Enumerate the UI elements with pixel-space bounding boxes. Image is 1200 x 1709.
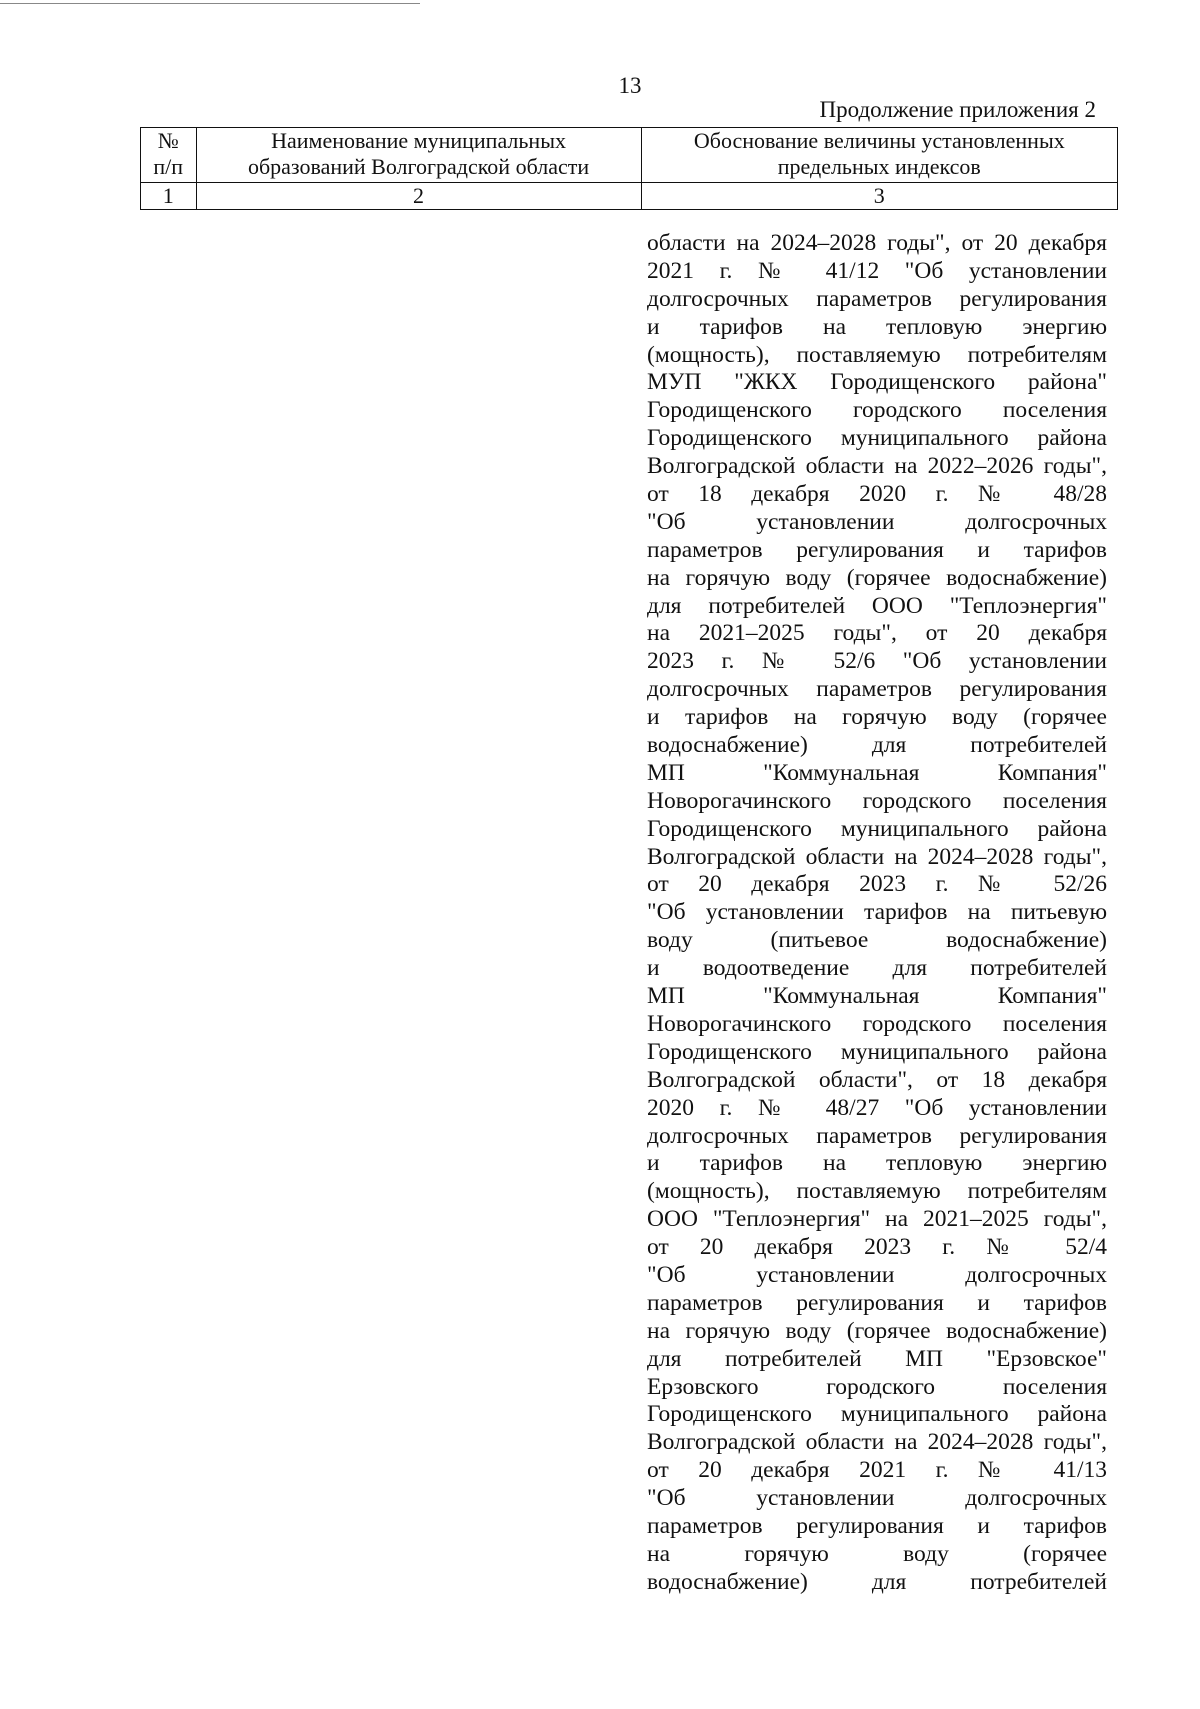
- text-line: параметров регулирования и тарифов: [647, 536, 1107, 563]
- text-line: "Об установлении долгосрочных: [647, 508, 1107, 535]
- text-line: на горячую воду (горячее водоснабжение): [647, 1317, 1107, 1344]
- text-line: параметров регулирования и тарифов: [647, 1512, 1107, 1539]
- table-header-row: [141, 128, 1118, 183]
- text-line: МП "Коммунальная Компания": [647, 759, 1107, 786]
- text-line: области на 2024–2028 годы", от 20 декабря: [647, 230, 1107, 256]
- text-line: долгосрочных параметров регулирования: [647, 1122, 1107, 1149]
- text-line: на горячую воду (горячее водоснабжение): [647, 564, 1107, 591]
- text-line: Городищенского муниципального района: [647, 425, 1107, 452]
- text-line: долгосрочных параметров регулирования: [647, 285, 1107, 312]
- text-line: параметров регулирования и тарифов: [647, 1289, 1107, 1316]
- continuation-label: Продолжение приложения 2: [819, 97, 1096, 122]
- text-line: от 18 декабря 2020 г. № 48/28: [647, 481, 1107, 508]
- text-line: на горячую воду (горячее: [647, 1540, 1107, 1567]
- text-line: долгосрочных параметров регулирования: [647, 676, 1107, 703]
- text-line: Городищенского муниципального района: [647, 815, 1107, 842]
- justification-text: [647, 230, 1107, 1597]
- scan-edge-line: [0, 3, 420, 4]
- text-line: от 20 декабря 2023 г. № 52/26: [647, 871, 1107, 898]
- text-line: Городищенского муниципального района: [647, 1038, 1107, 1065]
- text-line: Волгоградской области на 2022–2026 годы",: [647, 453, 1107, 480]
- text-line: для потребителей ООО "Теплоэнергия": [647, 592, 1107, 619]
- text-line: МУП "ЖКХ Городищенского района": [647, 369, 1107, 396]
- header-line: Обоснование величины установленных: [693, 128, 1065, 153]
- text-line: Волгоградской области на 2024–2028 годы",: [647, 843, 1107, 870]
- text-line: воду (питьевое водоснабжение): [647, 927, 1107, 954]
- column-number-2: 2: [196, 183, 641, 210]
- header-line: п/п: [153, 154, 184, 179]
- text-line: МП "Коммунальная Компания": [647, 983, 1107, 1010]
- text-line: водоснабжение) для потребителей: [647, 1568, 1107, 1595]
- text-line: и тарифов на тепловую энергию: [647, 313, 1107, 340]
- text-line: 2023 г. № 52/6 "Об установлении: [647, 648, 1107, 675]
- text-line: Новорогачинского городского поселения: [647, 1010, 1107, 1037]
- text-line: (мощность), поставляемую потребителям: [647, 341, 1107, 368]
- text-line: и тарифов на горячую воду (горячее: [647, 704, 1107, 731]
- text-line: Городищенского муниципального района: [647, 1401, 1107, 1428]
- text-line: 2020 г. № 48/27 "Об установлении: [647, 1094, 1107, 1121]
- page-number: 13: [618, 73, 642, 98]
- column-number-row: [141, 183, 1118, 210]
- header-cell-justification: [641, 128, 1117, 183]
- text-line: для потребителей МП "Ерзовское": [647, 1345, 1107, 1372]
- text-line: ООО "Теплоэнергия" на 2021–2025 годы",: [647, 1206, 1107, 1233]
- column-number-3: 3: [641, 183, 1117, 210]
- text-line: "Об установлении долгосрочных: [647, 1485, 1107, 1512]
- text-line: Волгоградской области на 2024–2028 годы",: [647, 1429, 1107, 1456]
- text-line: и тарифов на тепловую энергию: [647, 1150, 1107, 1177]
- text-line: от 20 декабря 2021 г. № 41/13: [647, 1457, 1107, 1484]
- text-line: "Об установлении долгосрочных: [647, 1261, 1107, 1288]
- text-line: от 20 декабря 2023 г. № 52/4: [647, 1234, 1107, 1261]
- header-line: №: [157, 128, 179, 153]
- header-cell-number: [141, 128, 197, 183]
- header-line: образований Волгоградской области: [247, 154, 590, 179]
- header-line: предельных индексов: [777, 154, 981, 179]
- text-line: Ерзовского городского поселения: [647, 1373, 1107, 1400]
- text-line: Волгоградской области", от 18 декабря: [647, 1066, 1107, 1093]
- text-line: водоснабжение) для потребителей: [647, 732, 1107, 759]
- column-number-1: 1: [141, 183, 197, 210]
- text-line: 2021 г. № 41/12 "Об установлении: [647, 257, 1107, 284]
- header-line: Наименование муниципальных: [271, 128, 566, 153]
- text-line: и водоотведение для потребителей: [647, 955, 1107, 982]
- text-line: Новорогачинского городского поселения: [647, 787, 1107, 814]
- text-line: Городищенского городского поселения: [647, 397, 1107, 424]
- header-table: [140, 127, 1118, 210]
- text-line: (мощность), поставляемую потребителям: [647, 1178, 1107, 1205]
- text-line: "Об установлении тарифов на питьевую: [647, 899, 1107, 926]
- header-cell-municipality: [196, 128, 641, 183]
- text-line: на 2021–2025 годы", от 20 декабря: [647, 620, 1107, 647]
